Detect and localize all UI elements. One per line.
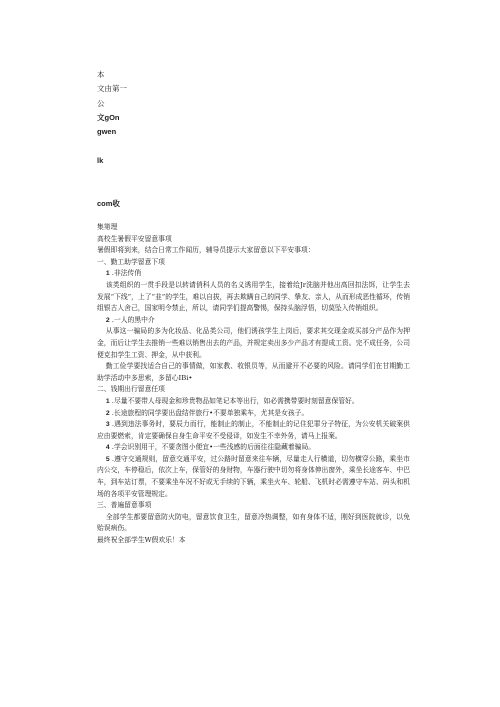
item-number: 2	[105, 316, 110, 324]
item-number: 5	[105, 455, 110, 463]
item-number: 1	[105, 397, 110, 405]
item-1-2-heading	[97, 315, 410, 327]
item-2-2	[97, 408, 410, 420]
item-text: .遵守交通规则，留意交通平安，过公路时留意来往车辆，尽量走人行横道，切勿横穿公路，乘坐市内公交，车停稳后，依次上车，保管好的身财物，车器行驶中切勿将身体伸出窗外，乘坐长途客车、中巴车，到车站订票，不要乘坐车况不好或无手续的下辆，乘坐火车、轮船、飞机时必需遵守车站、码头和机场的各项平安管理规定。	[97, 454, 410, 498]
item-text: .长途旅程的同学要出盘结伴旅行•不要单独乘车，尤其是女孩子。	[111, 408, 309, 417]
item-2-5	[97, 454, 410, 500]
item-2-3	[97, 419, 410, 442]
item-1-2-body: 从事这一骗局的多为化妆品、化品类公司，他们诱孩学生上岗后，要求其交现金或买部分产品作为押金，而后让学生去推销一些难以销售出去的产品，并规定卖出多少产品才有提成工资。完不成任务，公司便克扣学生工资、押金，从中获利。	[97, 327, 410, 359]
item-number: 1	[105, 270, 110, 278]
doc-intro: 暑假即将到来，结合日常工作闻历，辅导员提示大家留意以下平安事项：	[97, 246, 315, 255]
item-2-4	[97, 442, 410, 454]
header-line-4-text: 文gOn	[97, 113, 120, 122]
document-body	[97, 222, 410, 547]
header-line-6	[97, 155, 103, 167]
header-line-3: 公	[97, 99, 105, 108]
item-1-1-heading	[97, 268, 410, 280]
item-number: 2	[105, 409, 110, 417]
item-number: 4	[105, 444, 110, 452]
header-line-2: 文由第一	[97, 84, 127, 93]
pre-title: 集第理	[97, 223, 118, 231]
item-1-3-body: 勤工俭学要找适合自己的事情做，如家教、收银员等，从而避开不必要的风险。请同学们在甘期勤工助学活动中多思索，多留心IBi•	[97, 362, 410, 382]
header-line-6-text: lk	[97, 156, 104, 165]
item-heading-text: .非法传俏	[111, 269, 142, 278]
header-line-1: 本	[97, 70, 105, 79]
item-text: .尽量不要带人母现金和珍贵物品如笔记本等出行，如必需携带要时刻留意保管好。	[111, 396, 359, 405]
header-line-4	[97, 112, 120, 124]
header-line-7-text: com收	[97, 199, 120, 208]
closing-line: 最终祝全部学生W假欢乐！本	[97, 536, 186, 545]
section-1-heading: 一、勤工助学留意下项	[97, 257, 165, 266]
header-line-5-text: gwen	[97, 127, 117, 136]
doc-title: 高校生暑假平安留意事项	[97, 234, 172, 243]
section-3-heading: 三、普遍留意事项	[97, 501, 152, 510]
item-3-1-body: 全部学生都要留意防火防电，留意饮食卫生，留意冷热调整，如有身体不适，刚好到医院就诊，以免贻误病伤。	[97, 512, 410, 533]
item-number: 3	[105, 421, 110, 429]
header-line-5	[97, 126, 116, 138]
item-heading-text: .一人的黑中介	[111, 315, 155, 324]
item-2-1	[97, 396, 410, 408]
item-text: .学会识别用干，不要贪图小便宜•一些浅感的后面往往隐藏着骗局。	[111, 443, 316, 452]
item-text: .遇到违法事务时，要辰力而行，能制止的制止，不能制止的记住犯罪分子特征，为公安机关破案供应由要燃索，肯定要确保自身生命平安不受侵译，如发生不幸外务，请马上报案。	[97, 420, 410, 440]
header-line-7	[97, 198, 120, 210]
section-2-heading: 二、钱期出行留意任项	[97, 385, 165, 394]
item-1-1-body: 该类组织的一贯手段是以转请俏科人员的名义诱用学生，接着给Jr洗脑并他出高回扣法饵，让学生去发展“下线”，上了“韭”的学生，难以自拔，再去欺瞒自己的同学、挚友、亲人，从而形成恶性循环，传销组银古人舍己，国家明令禁止，所以，请同学们提高警惕，保持头脑浮悟，切莫坠入传销组织。	[97, 280, 410, 313]
